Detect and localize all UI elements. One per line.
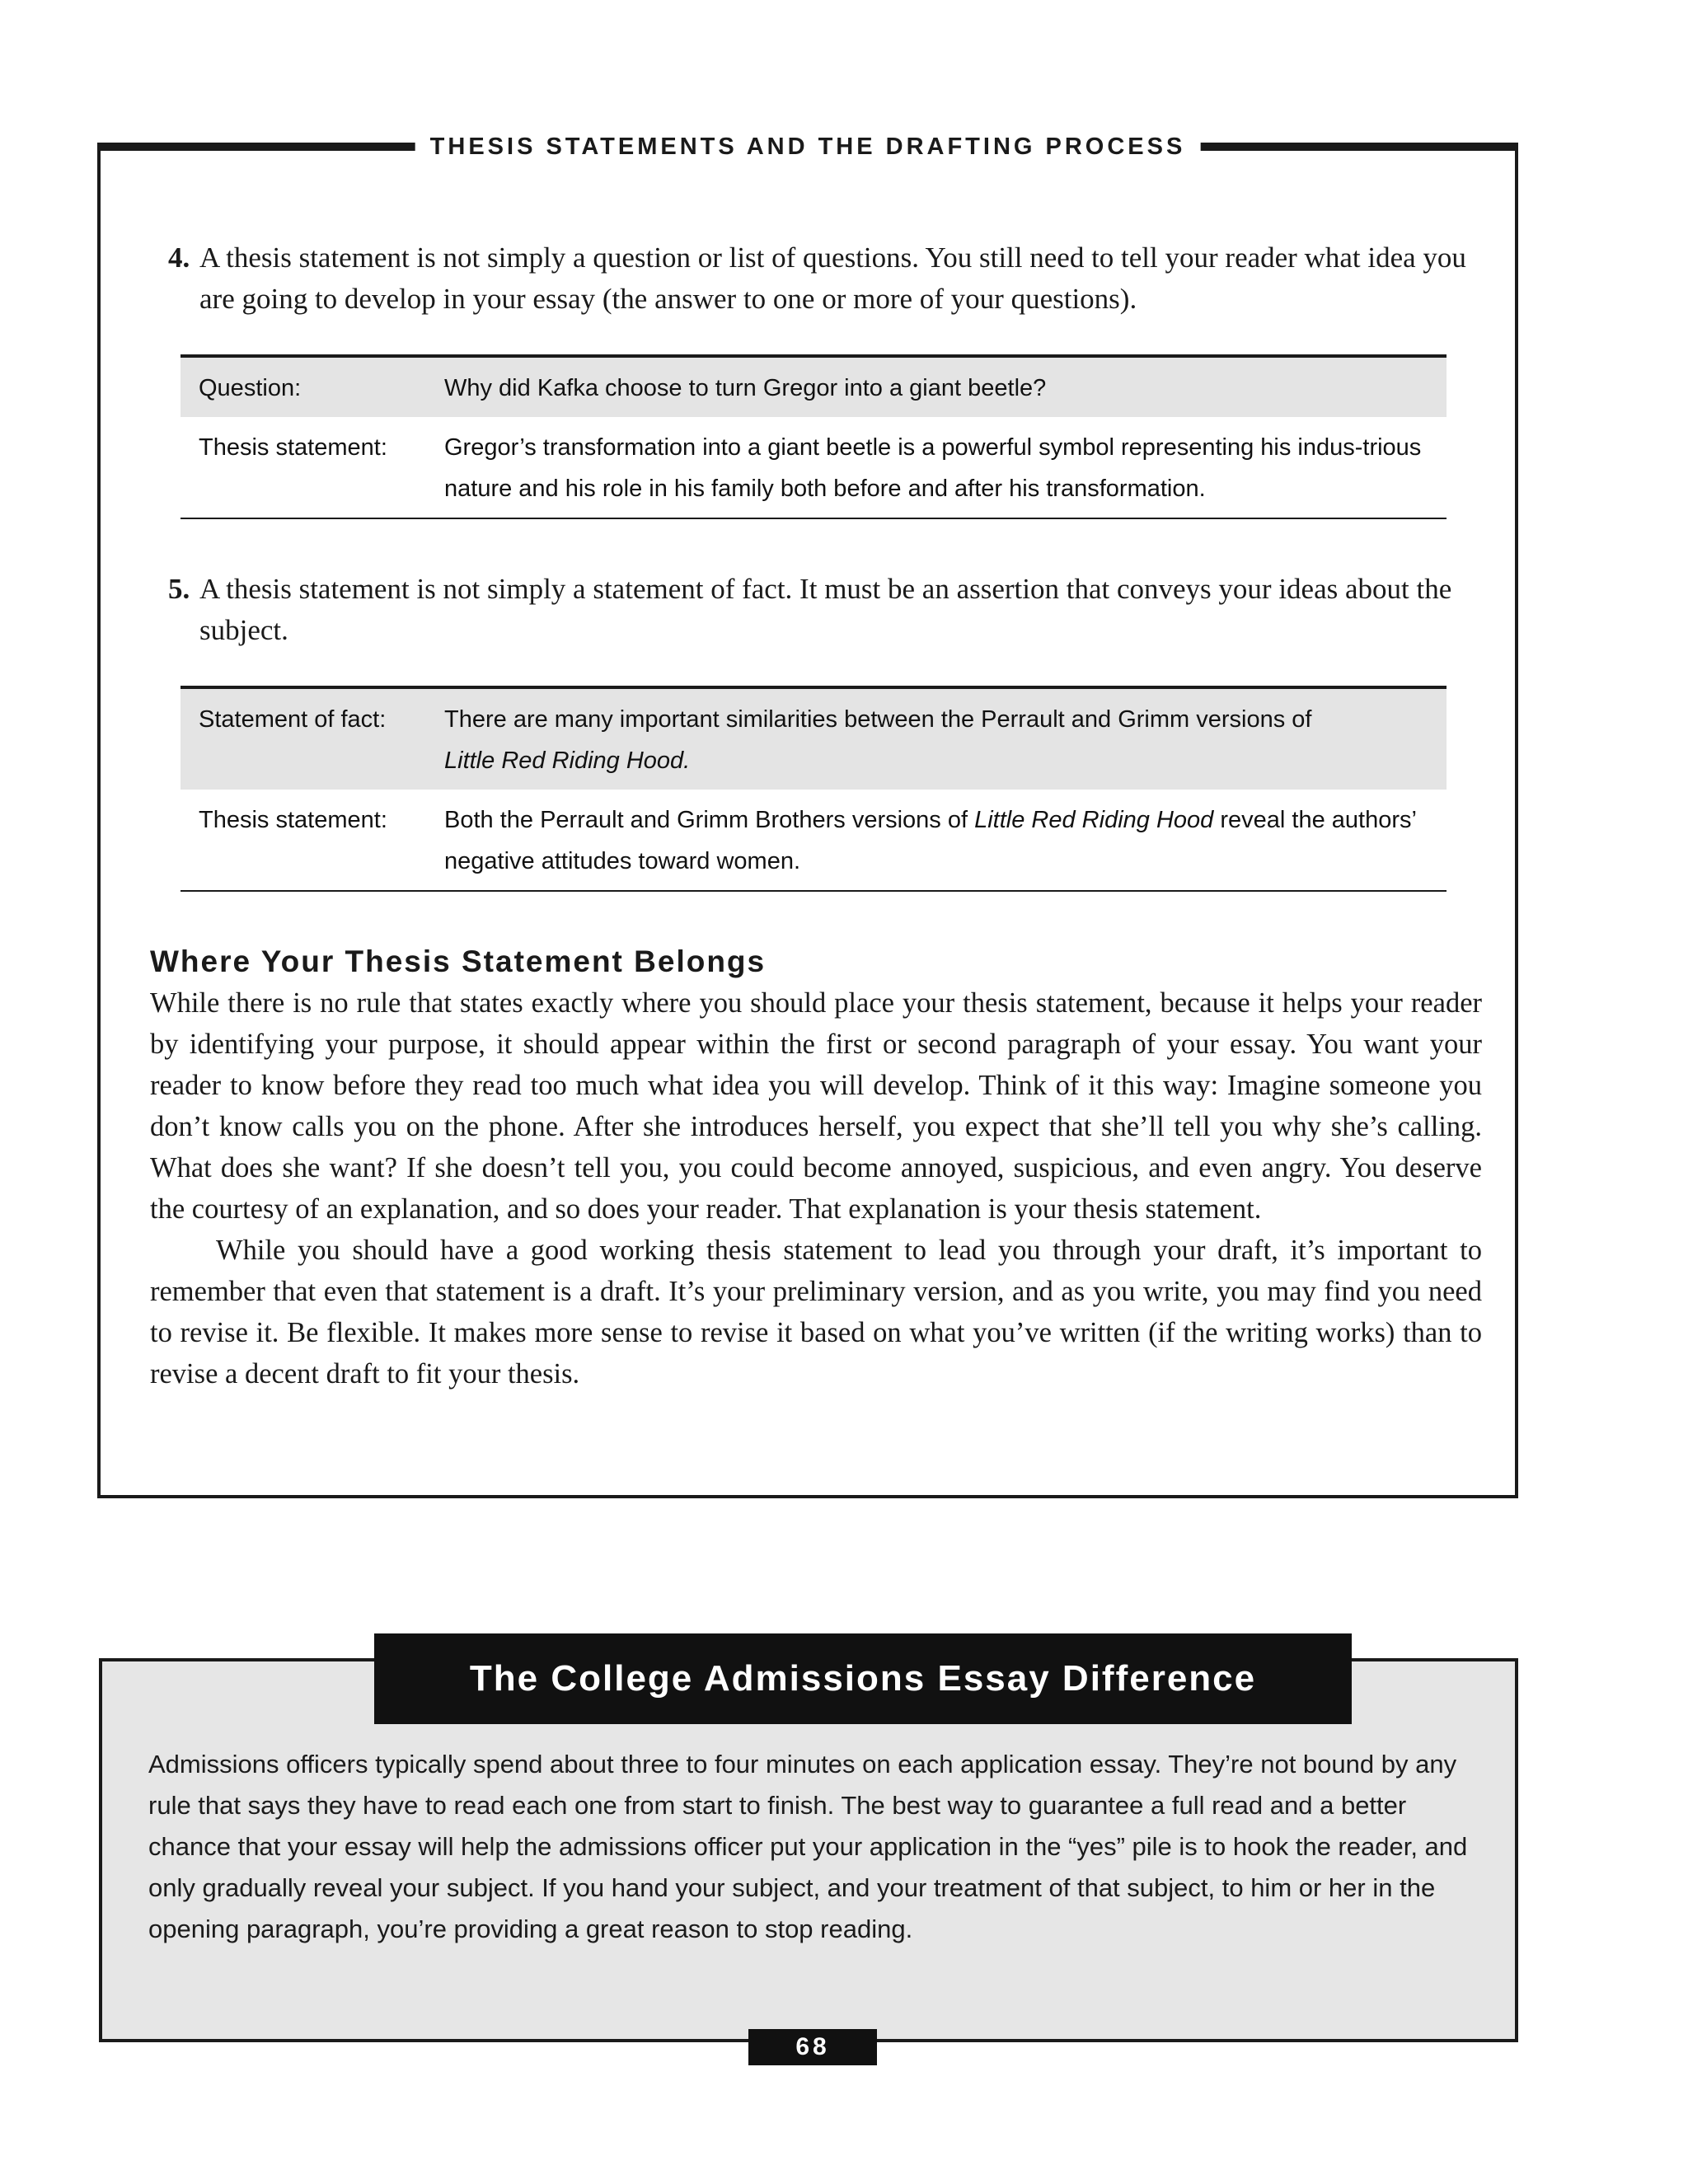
- row-value: [444, 799, 1447, 882]
- row-label: Question:: [199, 375, 302, 401]
- table-row: [181, 790, 1447, 890]
- thesis-title-italic: Little Red Riding Hood: [974, 807, 1214, 833]
- point-5: [168, 569, 1479, 651]
- example-table-1: [181, 354, 1447, 519]
- page-number: 68: [748, 2029, 877, 2065]
- row-value: Why did Kafka choose to turn Gregor into a giant beetle?: [444, 375, 1047, 401]
- row-label: Thesis statement:: [199, 807, 387, 833]
- example-table-2: [181, 686, 1447, 892]
- admissions-essay-title: The College Admissions Essay Difference: [374, 1633, 1352, 1724]
- main-content-box: [97, 134, 1518, 1498]
- section-heading: Where Your Thesis Statement Belongs: [150, 944, 767, 978]
- row-label: Statement of fact:: [199, 706, 387, 733]
- fact-text: There are many important similarities between the Perrault and Grimm versions of: [444, 706, 1312, 733]
- point-5-number: 5.: [168, 573, 190, 605]
- admissions-essay-text: Admissions officers typically spend about three to four minutes on each application essay. They’re not bound by any rule that says they have to read each one from start to finish. The best way to guarantee a full read and a better chance that your essay will help the admissions officer put your application in the “yes” pile is to hook the reader, and only gradually reveal your subject. If you hand your subject, and your treatment of that subject, to him or her in the opening paragraph, you’re providing a great reason to stop reading.: [148, 1750, 1468, 1943]
- table-row: [181, 417, 1447, 518]
- thesis-text-after: reveal the authors’ negative attitudes toward women.: [444, 807, 1416, 874]
- table-row: [181, 358, 1447, 417]
- table-row: [181, 689, 1447, 790]
- paragraph-2: While you should have a good working thesis statement to lead you through your draft, it’s important to remember that even that statement is a draft. It’s your preliminary version, and as you write, you may find you need to revise it. Be flexible. It makes more sense to revise it based on what you’ve written (if the writing works) than to revise a decent draft to fit your thesis.: [150, 1235, 1482, 1390]
- point-4-number: 4.: [168, 241, 190, 274]
- point-5-text: A thesis statement is not simply a statement of fact. It must be an assertion that conveys your ideas about the subject.: [199, 573, 1452, 646]
- paragraph-1: While there is no rule that states exactly where you should place your thesis statement, because it helps your reader by identifying your purpose, it should appear within the first or second paragraph of your essay. You want your reader to know before they read too much what idea you will develop. Think of it this way: Imagine someone you don’t know calls you on the phone. After she introduces herself, you expect that she’ll tell you why she’s calling. What does she want? If she doesn’t tell you, you could become annoyed, suspicious, and even angry. You deserve the courtesy of an explanation, and so does your reader. That explanation is your thesis statement.: [150, 987, 1482, 1225]
- running-header: THESIS STATEMENTS AND THE DRAFTING PROCESS: [415, 130, 1201, 163]
- section-body: [150, 982, 1482, 1394]
- row-value: Gregor’s transformation into a giant beetle is a powerful symbol representing his indus-trious nature and his role in his family both before and after his transformation.: [444, 434, 1422, 502]
- point-4-text: A thesis statement is not simply a question or list of questions. You still need to tell your reader what idea you are going to develop in your essay (the answer to one or more of your questions).: [199, 241, 1466, 315]
- thesis-text-before: Both the Perrault and Grimm Brothers versions of: [444, 807, 975, 833]
- point-4: [168, 237, 1479, 320]
- fact-title-italic: Little Red Riding Hood.: [444, 748, 691, 774]
- row-value: [444, 699, 1447, 781]
- row-label: Thesis statement:: [199, 434, 387, 461]
